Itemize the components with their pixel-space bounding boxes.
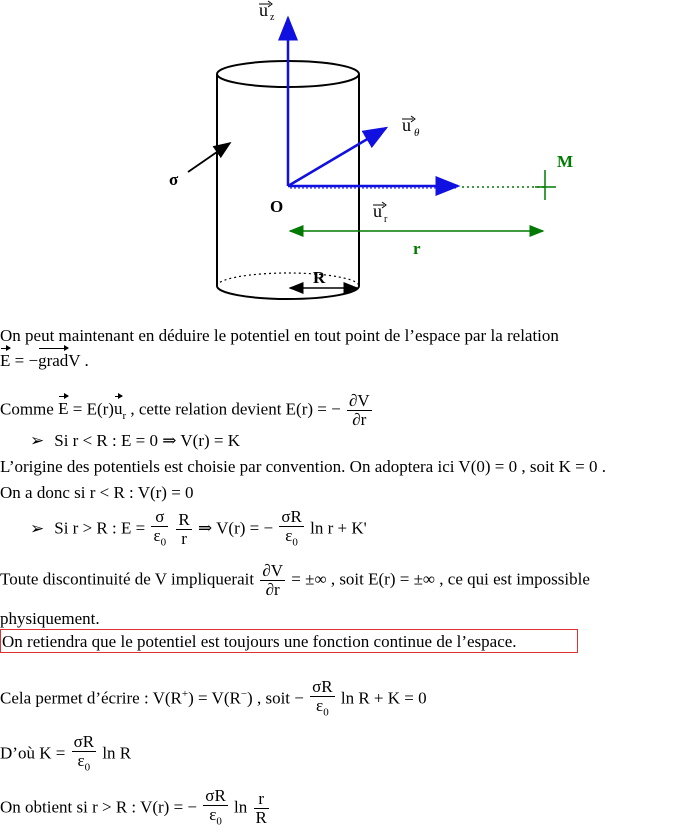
R-label: R <box>313 268 326 287</box>
ur-label: u <box>373 201 382 221</box>
sigma-arrow <box>188 143 230 172</box>
svg-text:r: r <box>384 214 388 225</box>
text-line-3: Comme $E = E(r)u_r$ , cette relation devient E(r) = − $\frac{\partial V}{\partial r}$ <box>0 391 370 429</box>
text-line-6: On a donc si r < R : V(r) = 0 <box>0 483 194 502</box>
text-line-13: On obtient si r > R : V(r) = − $\frac{\sigma R}{\varepsilon_0}$ ln $\frac{r}{R}$ <box>0 786 267 828</box>
bullet-line-2: ➢ Si r > R : E = $\frac{\sigma}{\varepsilon_0}$ $\frac{R}{r}$ ⇒ V(r) = − $\frac{\sigma R}{\varepsilon_0}$ ln r + K' <box>30 507 367 549</box>
text-line-12: D’où K = $\frac{\sigma R}{\varepsilon_0}$ ln R <box>0 732 132 774</box>
svg-text:θ: θ <box>414 127 420 139</box>
uz-label: u <box>259 0 268 20</box>
text-line-9: physiquement. <box>0 609 100 628</box>
utheta-label: u <box>402 115 411 135</box>
text-line-10: On retiendra que le potentiel est toujours une fonction continue de l’espace. <box>2 632 517 651</box>
text-line-11: Cela permet d’écrire : V(R+) = V(R−) , soit − $\frac{\sigma R}{\varepsilon_0}$ ln R + K = 0 <box>0 677 427 719</box>
utheta-axis <box>288 128 386 186</box>
r-label: r <box>413 239 421 258</box>
sigma-label: σ <box>169 170 179 189</box>
text-line-2: E = −gradV . <box>0 351 89 370</box>
origin-label: O <box>270 197 284 216</box>
text-line-5: L’origine des potentiels est choisie par convention. On adoptera ici V(0) = 0 , soit K = 0 . <box>0 457 607 476</box>
point-m-label: M <box>557 152 574 171</box>
text-line-1: On peut maintenant en déduire le potentiel en tout point de l’espace par la relation <box>0 326 559 345</box>
cylinder-diagram <box>0 0 686 310</box>
bullet-line-1: ➢ Si r < R : E = 0 ⇒ V(r) = K <box>30 431 241 450</box>
svg-text:z: z <box>270 12 275 23</box>
text-line-8: Toute discontinuité de V impliquerait $\frac{\partial V}{\partial r}$ = ±∞ , soit E(r) = ±∞ , ce qui est impossible <box>0 561 590 599</box>
